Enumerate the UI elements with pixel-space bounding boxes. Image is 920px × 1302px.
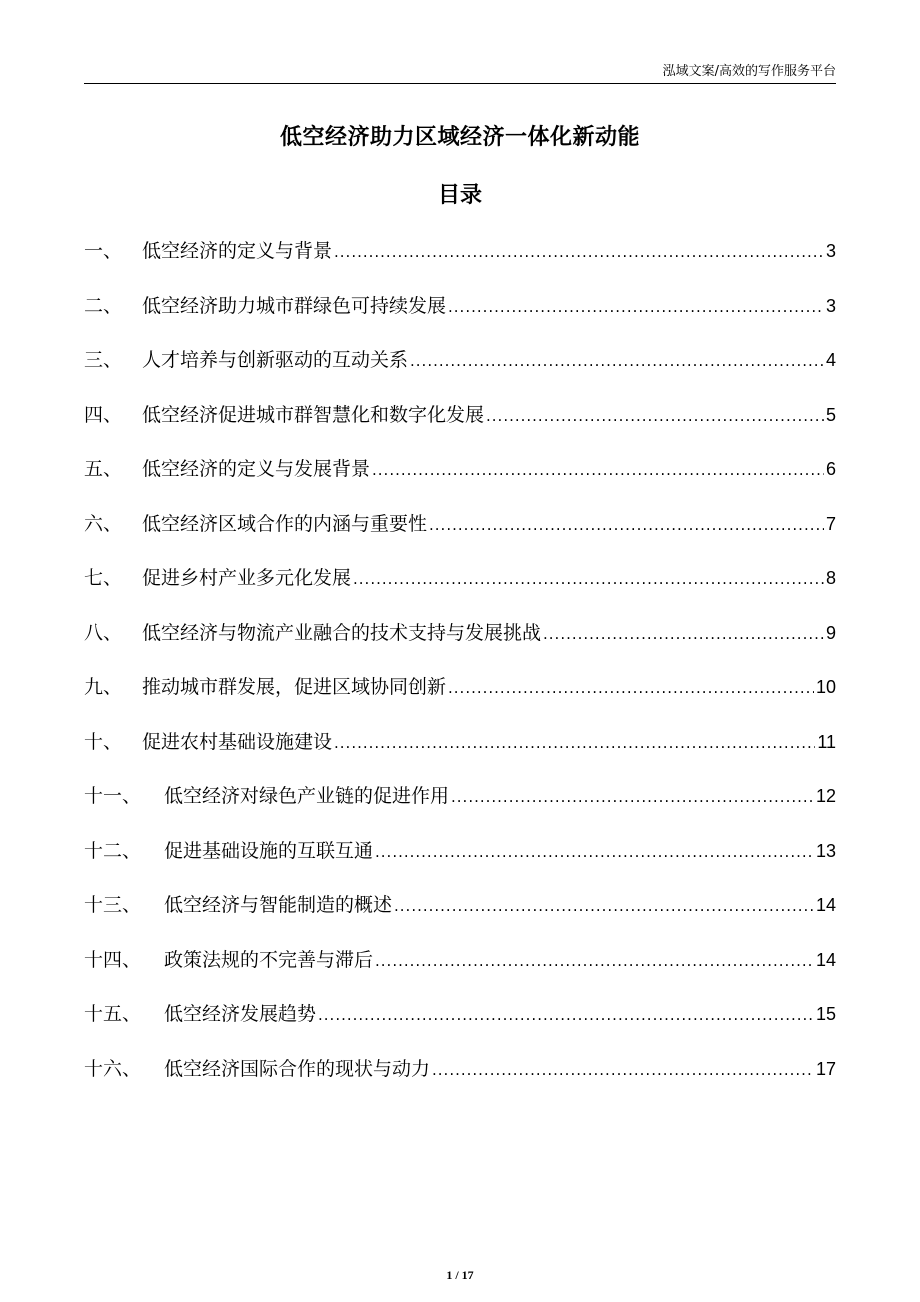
toc-entry-number: 十二、: [84, 839, 142, 862]
toc-leader-dots: [372, 452, 824, 488]
header-divider: [84, 83, 836, 84]
toc-leader-dots: [375, 834, 814, 870]
toc-entry-page: 14: [815, 949, 836, 970]
toc-entry-number: 四、: [84, 403, 123, 426]
toc-entry-page: 14: [815, 895, 836, 915]
toc-entry[interactable]: [84, 724, 836, 779]
toc-entry-page: 7: [825, 513, 836, 534]
document-title: 低空经济助力区域经济一体化新动能: [279, 125, 640, 150]
toc-entry-label: 低空经济对绿色产业链的促进作用: [164, 785, 450, 807]
page-indicator: 1 / 17: [446, 1268, 474, 1282]
toc-entry-page: 9: [825, 622, 836, 643]
toc-entry[interactable]: [84, 778, 836, 833]
toc-entry[interactable]: [84, 506, 836, 561]
toc-entry-page: 17: [815, 1058, 836, 1079]
toc-entry[interactable]: [84, 669, 836, 724]
toc-leader-dots: [543, 616, 824, 652]
toc-leader-dots: [334, 234, 824, 270]
toc-entry-label: 低空经济区域合作的内涵与重要性: [142, 512, 428, 535]
toc-entry-label: 促进乡村产业多元化发展: [142, 567, 352, 589]
toc-entry-page: 3: [825, 295, 836, 316]
toc-entry-label: 低空经济促进城市群智慧化和数字化发展: [142, 403, 485, 426]
toc-entry-page: 10: [815, 677, 836, 697]
toc-entry-number: 六、: [84, 512, 123, 535]
table-of-contents: [84, 233, 836, 1105]
toc-entry-number: 十四、: [84, 948, 142, 971]
toc-heading: 目录: [437, 183, 482, 208]
toc-entry[interactable]: [84, 615, 836, 670]
toc-entry[interactable]: [84, 1051, 836, 1106]
toc-entry-label: 低空经济的定义与背景: [142, 240, 333, 262]
toc-leader-dots: [448, 670, 814, 706]
toc-entry-number: 十三、: [84, 894, 142, 916]
toc-entry-number: 十、: [84, 730, 123, 753]
toc-entry-label: 推动城市群发展，促进区域协同创新: [142, 676, 447, 698]
toc-entry-number: 十五、: [84, 1003, 142, 1025]
toc-leader-dots: [432, 1052, 814, 1088]
toc-leader-dots: [334, 725, 815, 761]
toc-leader-dots: [486, 398, 824, 434]
toc-entry-number: 五、: [84, 458, 123, 480]
toc-entry-label: 低空经济助力城市群绿色可持续发展: [142, 294, 447, 317]
toc-leader-dots: [375, 943, 814, 979]
toc-entry[interactable]: [84, 397, 836, 452]
toc-entry[interactable]: [84, 942, 836, 997]
toc-entry-number: 一、: [84, 240, 123, 262]
toc-entry-page: 4: [825, 350, 836, 370]
toc-leader-dots: [410, 343, 824, 379]
toc-entry-page: 15: [815, 1004, 836, 1024]
toc-leader-dots: [448, 289, 824, 325]
toc-entry[interactable]: [84, 342, 836, 397]
toc-entry-number: 二、: [84, 294, 123, 317]
header-brand: 泓域文案/高效的写作服务平台: [662, 64, 836, 79]
toc-leader-dots: [318, 997, 814, 1033]
toc-entry-page: 11: [817, 731, 836, 752]
toc-entry[interactable]: [84, 288, 836, 343]
toc-entry-number: 九、: [84, 676, 123, 698]
toc-leader-dots: [429, 507, 824, 543]
toc-entry-page: 3: [825, 241, 836, 261]
toc-entry-label: 低空经济发展趋势: [164, 1003, 317, 1025]
toc-entry[interactable]: [84, 560, 836, 615]
toc-entry-label: 促进农村基础设施建设: [142, 730, 333, 753]
toc-entry[interactable]: [84, 451, 836, 506]
toc-entry-page: 12: [815, 786, 836, 806]
toc-entry-number: 十一、: [84, 785, 142, 807]
toc-entry-page: 5: [825, 404, 836, 425]
toc-entry-label: 低空经济的定义与发展背景: [142, 458, 371, 480]
toc-entry-page: 6: [825, 459, 836, 479]
toc-leader-dots: [353, 561, 824, 597]
toc-entry[interactable]: [84, 833, 836, 888]
toc-entry-number: 三、: [84, 349, 123, 371]
toc-entry-label: 低空经济与智能制造的概述: [164, 894, 393, 916]
toc-entry[interactable]: [84, 996, 836, 1051]
toc-leader-dots: [394, 888, 814, 924]
toc-entry-label: 促进基础设施的互联互通: [164, 839, 374, 862]
toc-entry-number: 八、: [84, 621, 123, 644]
toc-entry-number: 七、: [84, 567, 123, 589]
toc-entry-label: 低空经济与物流产业融合的技术支持与发展挑战: [142, 621, 542, 644]
toc-leader-dots: [451, 779, 814, 815]
toc-entry-label: 低空经济国际合作的现状与动力: [164, 1057, 431, 1080]
toc-entry-page: 13: [815, 840, 836, 861]
toc-entry[interactable]: [84, 887, 836, 942]
toc-entry-label: 政策法规的不完善与滞后: [164, 948, 374, 971]
toc-entry-label: 人才培养与创新驱动的互动关系: [142, 349, 409, 371]
toc-entry[interactable]: [84, 233, 836, 288]
toc-entry-number: 十六、: [84, 1057, 142, 1080]
toc-entry-page: 8: [825, 568, 836, 588]
